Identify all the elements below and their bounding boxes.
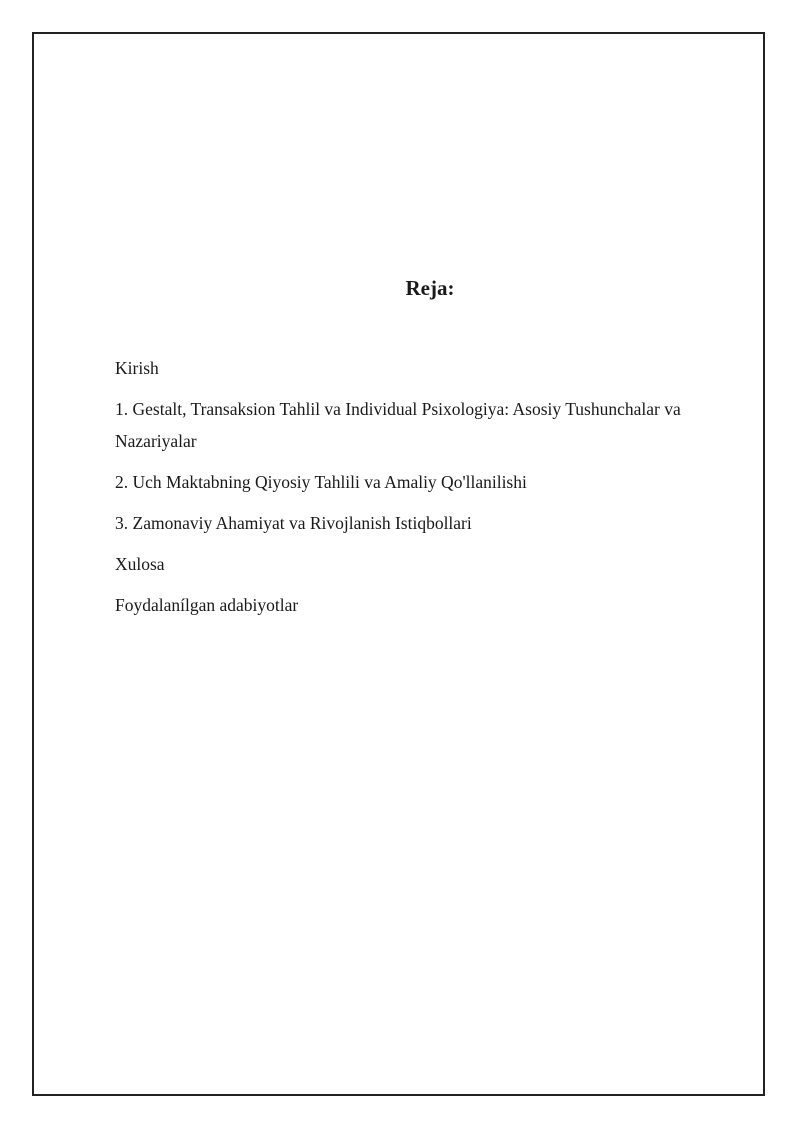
plan-item-chapter-2: 2. Uch Maktabning Qiyosiy Tahlili va Amaliy Qo'llanilishi bbox=[115, 472, 527, 492]
plan-item-conclusion: Xulosa bbox=[115, 554, 165, 574]
plan-item-references: Foydalanílgan adabiyotlar bbox=[115, 595, 299, 615]
plan-item-chapter-1: 1. Gestalt, Transaksion Tahlil va Individual Psixologiya: Asosiy Tushunchalar va Nazariyalar bbox=[115, 399, 681, 451]
page-title: Reja: bbox=[405, 276, 455, 300]
plan-list bbox=[115, 352, 745, 630]
plan-item-chapter-3: 3. Zamonaviy Ahamiyat va Rivojlanish Istiqbollari bbox=[115, 513, 472, 533]
plan-item-introduction: Kirish bbox=[115, 358, 159, 378]
